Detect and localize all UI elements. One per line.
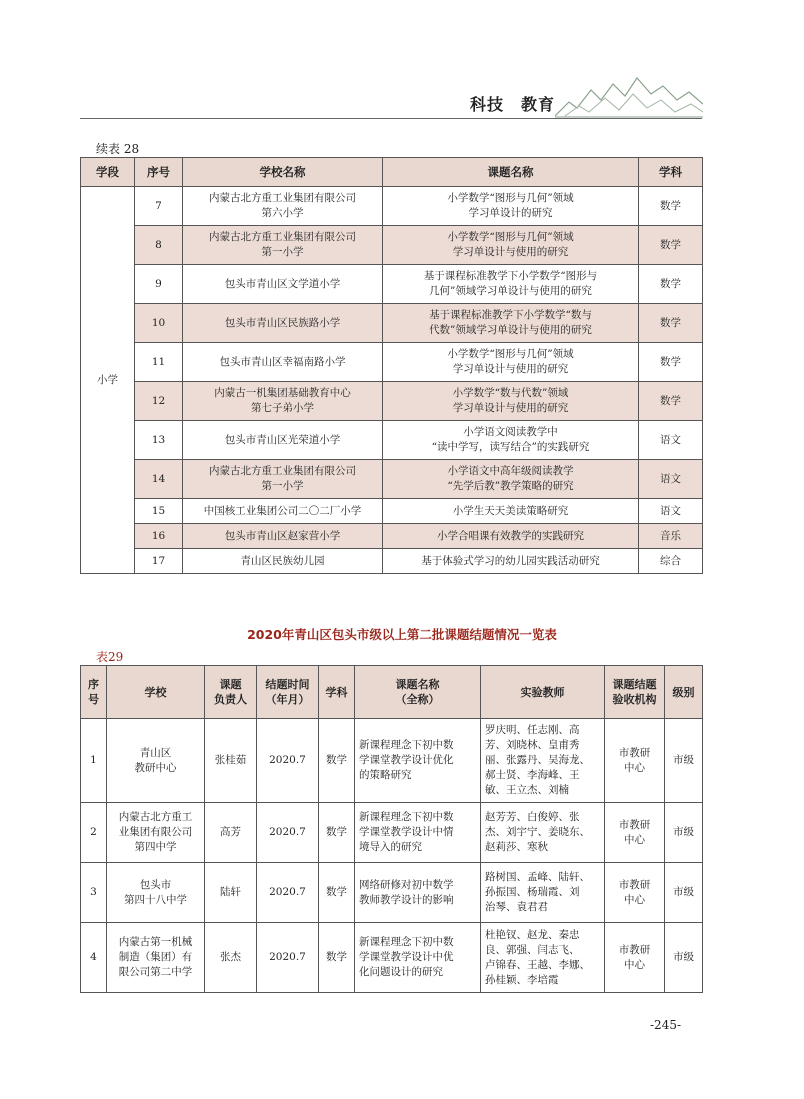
table28-topic-cell: 小学生天天美读策略研究 — [383, 499, 639, 524]
table28-no-cell: 12 — [135, 382, 183, 421]
table29-header-org: 课题结题 验收机构 — [605, 666, 665, 719]
table28-row — [81, 460, 703, 499]
table29 — [80, 665, 703, 993]
table29-leader-cell: 张桂茹 — [205, 719, 257, 803]
table29-subject-cell: 数学 — [319, 719, 355, 803]
table29-row — [81, 923, 703, 993]
table28-subject-cell: 数学 — [639, 265, 703, 304]
table29-date-cell: 2020.7 — [257, 863, 319, 923]
table28-school-cell: 中国核工业集团公司二〇二厂小学 — [183, 499, 383, 524]
table28 — [80, 157, 703, 574]
table28-no-cell: 8 — [135, 226, 183, 265]
table28-school-cell: 青山区民族幼儿园 — [183, 549, 383, 574]
table29-leader-cell: 张杰 — [205, 923, 257, 993]
table29-row — [81, 803, 703, 863]
table28-no-cell: 17 — [135, 549, 183, 574]
table29-row — [81, 719, 703, 803]
table28-row — [81, 187, 703, 226]
table29-school-cell: 内蒙古第一机械 制造（集团）有 限公司第二中学 — [107, 923, 205, 993]
table29-school-cell: 青山区 教研中心 — [107, 719, 205, 803]
table28-level-cell: 小学 — [81, 187, 135, 574]
table29-teachers-cell: 杜艳钗、赵龙、秦忠 良、郭强、闫志飞、 卢锦春、王越、李娜、 孙桂颖、李培霞 — [481, 923, 605, 993]
table28-header-school: 学校名称 — [183, 158, 383, 187]
table28-row — [81, 382, 703, 421]
table28-no-cell: 9 — [135, 265, 183, 304]
table28-row — [81, 524, 703, 549]
table29-teachers-cell: 赵芳芳、白俊婷、张 杰、刘宇宁、姜晓东、 赵莉莎、寒秋 — [481, 803, 605, 863]
table28-row — [81, 549, 703, 574]
table29-title: 2020年青山区包头市级以上第二批课题结题情况一览表 — [247, 627, 557, 642]
table28-topic-cell: 小学数学“数与代数”领域 学习单设计与使用的研究 — [383, 382, 639, 421]
table29-topic-cell: 新课程理念下初中数 学课堂教学设计中优 化问题设计的研究 — [355, 923, 481, 993]
table28-subject-cell: 综合 — [639, 549, 703, 574]
table29-org-cell: 市教研 中心 — [605, 863, 665, 923]
table28-subject-cell: 语文 — [639, 460, 703, 499]
table29-school-cell: 包头市 第四十八中学 — [107, 863, 205, 923]
table28-no-cell: 11 — [135, 343, 183, 382]
table29-org-cell: 市教研 中心 — [605, 923, 665, 993]
table29-school-cell: 内蒙古北方重工 业集团有限公司 第四中学 — [107, 803, 205, 863]
table28-topic-cell: 基于课程标准教学下小学数学“数与 代数”领域学习单设计与使用的研究 — [383, 304, 639, 343]
table28-row — [81, 421, 703, 460]
page-number: -245- — [650, 1018, 682, 1032]
table28-subject-cell: 音乐 — [639, 524, 703, 549]
table28-school-cell: 内蒙古北方重工业集团有限公司 第六小学 — [183, 187, 383, 226]
table28-subject-cell: 数学 — [639, 187, 703, 226]
table29-teachers-cell: 路树国、孟峰、陆轩、 孙振国、杨瑞霞、刘 治琴、袁君君 — [481, 863, 605, 923]
table28-subject-cell: 数学 — [639, 343, 703, 382]
table29-leader-cell: 陆轩 — [205, 863, 257, 923]
table28-school-cell: 包头市青山区民族路小学 — [183, 304, 383, 343]
table28-school-cell: 包头市青山区赵家营小学 — [183, 524, 383, 549]
table29-header-subject: 学科 — [319, 666, 355, 719]
table28-school-cell: 包头市青山区幸福南路小学 — [183, 343, 383, 382]
table29-topic-cell: 网络研修对初中数学 教师教学设计的影响 — [355, 863, 481, 923]
table28-topic-cell: 小学数学“图形与几何”领域 学习单设计与使用的研究 — [383, 226, 639, 265]
table28-no-cell: 14 — [135, 460, 183, 499]
table28-no-cell: 15 — [135, 499, 183, 524]
table29-no-cell: 4 — [81, 923, 107, 993]
table28-row — [81, 304, 703, 343]
table28-header-subject: 学科 — [639, 158, 703, 187]
mountain-decoration — [555, 72, 703, 118]
table29-teachers-cell: 罗庆明、任志刚、高 芳、刘晓林、皇甫秀 丽、张露丹、吴海龙、 郝士贤、李海峰、王 敏、王立杰、刘楠 — [481, 719, 605, 803]
table29-topic-cell: 新课程理念下初中数 学课堂教学设计优化 的策略研究 — [355, 719, 481, 803]
table29-subject-cell: 数学 — [319, 803, 355, 863]
table28-header-no: 序号 — [135, 158, 183, 187]
table28-row — [81, 226, 703, 265]
table29-header-teachers: 实验教师 — [481, 666, 605, 719]
table29-no-cell: 1 — [81, 719, 107, 803]
table28-caption: 续表 28 — [96, 142, 140, 156]
table28-subject-cell: 语文 — [639, 499, 703, 524]
table28-subject-cell: 语文 — [639, 421, 703, 460]
table28-no-cell: 13 — [135, 421, 183, 460]
table29-subject-cell: 数学 — [319, 923, 355, 993]
table29-header-school: 学校 — [107, 666, 205, 719]
table28-header-level: 学段 — [81, 158, 135, 187]
table28-topic-cell: 小学数学“图形与几何”领域 学习单设计的研究 — [383, 187, 639, 226]
table29-date-cell: 2020.7 — [257, 719, 319, 803]
table28-row — [81, 499, 703, 524]
table28-topic-cell: 基于课程标准教学下小学数学“图形与 几何”领域学习单设计与使用的研究 — [383, 265, 639, 304]
table28-subject-cell: 数学 — [639, 304, 703, 343]
table29-date-cell: 2020.7 — [257, 923, 319, 993]
table29-org-cell: 市教研 中心 — [605, 719, 665, 803]
table28-school-cell: 内蒙古一机集团基础教育中心 第七子弟小学 — [183, 382, 383, 421]
table29-subject-cell: 数学 — [319, 863, 355, 923]
header-title: 科技 教育 — [470, 95, 556, 114]
table29-header-row — [81, 666, 703, 719]
table28-school-cell: 内蒙古北方重工业集团有限公司 第一小学 — [183, 226, 383, 265]
table28-no-cell: 16 — [135, 524, 183, 549]
header-rule — [80, 118, 702, 119]
table29-date-cell: 2020.7 — [257, 803, 319, 863]
table28-no-cell: 7 — [135, 187, 183, 226]
table28-no-cell: 10 — [135, 304, 183, 343]
table29-org-cell: 市教研 中心 — [605, 803, 665, 863]
table29-topic-cell: 新课程理念下初中数 学课堂教学设计中情 境导入的研究 — [355, 803, 481, 863]
table28-topic-cell: 小学数学“图形与几何”领域 学习单设计与使用的研究 — [383, 343, 639, 382]
table29-grade-cell: 市级 — [665, 803, 703, 863]
table28-row — [81, 343, 703, 382]
table29-row — [81, 863, 703, 923]
table28-row — [81, 265, 703, 304]
table29-header-leader: 课题 负责人 — [205, 666, 257, 719]
table28-subject-cell: 数学 — [639, 226, 703, 265]
table28-topic-cell: 小学语文阅读教学中 “读中学写，读写结合”的实践研究 — [383, 421, 639, 460]
table29-grade-cell: 市级 — [665, 923, 703, 993]
table28-school-cell: 包头市青山区光荣道小学 — [183, 421, 383, 460]
table29-grade-cell: 市级 — [665, 719, 703, 803]
table29-header-topic: 课题名称 （全称） — [355, 666, 481, 719]
table29-header-no: 序 号 — [81, 666, 107, 719]
table29-header-grade: 级别 — [665, 666, 703, 719]
table29-no-cell: 3 — [81, 863, 107, 923]
table28-school-cell: 包头市青山区文学道小学 — [183, 265, 383, 304]
table29-no-cell: 2 — [81, 803, 107, 863]
table28-topic-cell: 小学语文中高年级阅读教学 “先学后教”教学策略的研究 — [383, 460, 639, 499]
table28-header-row — [81, 158, 703, 187]
table28-topic-cell: 小学合唱课有效教学的实践研究 — [383, 524, 639, 549]
table29-caption: 表29 — [96, 650, 124, 664]
table28-topic-cell: 基于体验式学习的幼儿园实践活动研究 — [383, 549, 639, 574]
table29-header-date: 结题时间 （年月） — [257, 666, 319, 719]
table29-grade-cell: 市级 — [665, 863, 703, 923]
table28-header-topic: 课题名称 — [383, 158, 639, 187]
table28-school-cell: 内蒙古北方重工业集团有限公司 第一小学 — [183, 460, 383, 499]
table29-leader-cell: 高芳 — [205, 803, 257, 863]
table28-subject-cell: 数学 — [639, 382, 703, 421]
